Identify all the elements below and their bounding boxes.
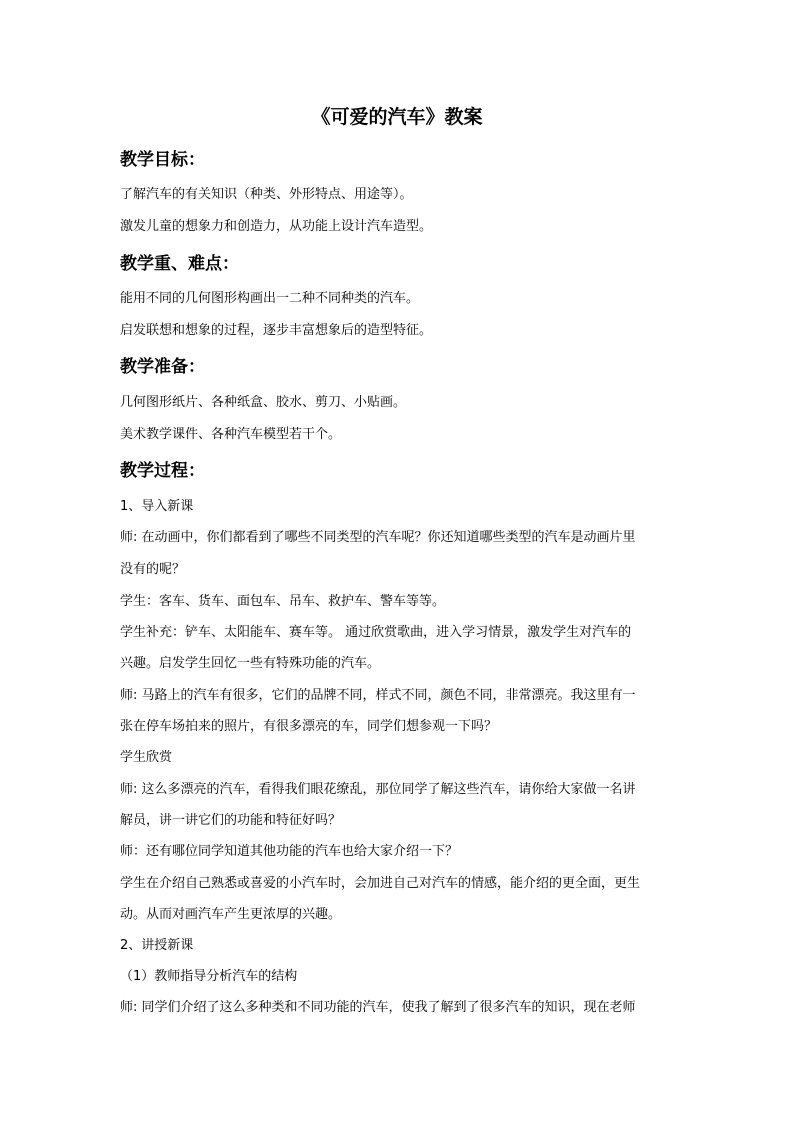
process-line: 张在停车场拍来的照片，有很多漂亮的车，同学们想参观一下吗？ xyxy=(120,719,498,734)
key-points-line: 能用不同的几何图形构画出一二种不同种类的汽车。 xyxy=(120,291,420,306)
process-line: 师: 这么多漂亮的汽车，看得我们眼花缭乱，那位同学了解这些汽车，请你给大家做一名讲 xyxy=(120,782,636,797)
process-line: 学生补充：铲车、太阳能车、赛车等。 通过欣赏歌曲，进入学习情景，激发学生对汽车的 xyxy=(120,625,632,640)
process-line: 师: 马路上的汽车有很多，它们的品牌不同，样式不同，颜色不同，非常漂亮。我这里有一 xyxy=(120,688,636,703)
goals-heading: 教学目标： xyxy=(120,150,205,170)
preparation-line: 几何图形纸片、各种纸盒、胶水、剪刀、小贴画。 xyxy=(120,395,407,410)
process-line: 师: 同学们介绍了这么多种类和不同功能的汽车，使我了解到了很多汽车的知识，现在老师 xyxy=(120,1000,636,1015)
process-line: 1、导入新课 xyxy=(120,499,194,514)
process-heading: 教学过程： xyxy=(120,461,205,481)
process-line: 师: 在动画中，你们都看到了哪些不同类型的汽车呢？你还知道哪些类型的汽车是动画片里 xyxy=(120,530,636,545)
preparation-line: 美术教学课件、各种汽车模型若干个。 xyxy=(120,427,342,442)
process-line: 兴趣。启发学生回忆一些有特殊功能的汽车。 xyxy=(120,656,381,671)
key-points-line: 启发联想和想象的过程，逐步丰富想象后的造型特征。 xyxy=(120,323,433,338)
process-line: 学生：客车、货车、面包车、吊车、救护车、警车等等。 xyxy=(120,594,446,609)
preparation-heading: 教学准备： xyxy=(120,357,205,377)
process-line: 没有的呢？ xyxy=(120,562,186,577)
process-line: 解员，讲一讲它们的功能和特征好吗？ xyxy=(120,813,342,828)
key-points-heading: 教学重、难点： xyxy=(120,254,239,274)
process-line: 学生欣赏 xyxy=(120,750,173,765)
document-title: 《可爱的汽车》教案 xyxy=(311,106,483,128)
goals-line: 激发儿童的想象力和创造力，从功能上设计汽车造型。 xyxy=(120,219,433,234)
process-line: （1）教师指导分析汽车的结构 xyxy=(120,969,298,984)
goals-line: 了解汽车的有关知识（种类、外形特点、用途等）。 xyxy=(120,187,413,202)
process-line: 2、讲授新课 xyxy=(120,938,194,953)
process-line: 师：还有哪位同学知道其他功能的汽车也给大家介绍一下？ xyxy=(120,844,459,859)
process-line: 学生在介绍自己熟悉或喜爱的小汽车时，会加进自己对汽车的情感，能介绍的更全面，更生 xyxy=(120,876,641,891)
process-line: 动。从而对画汽车产生更浓厚的兴趣。 xyxy=(120,907,342,922)
